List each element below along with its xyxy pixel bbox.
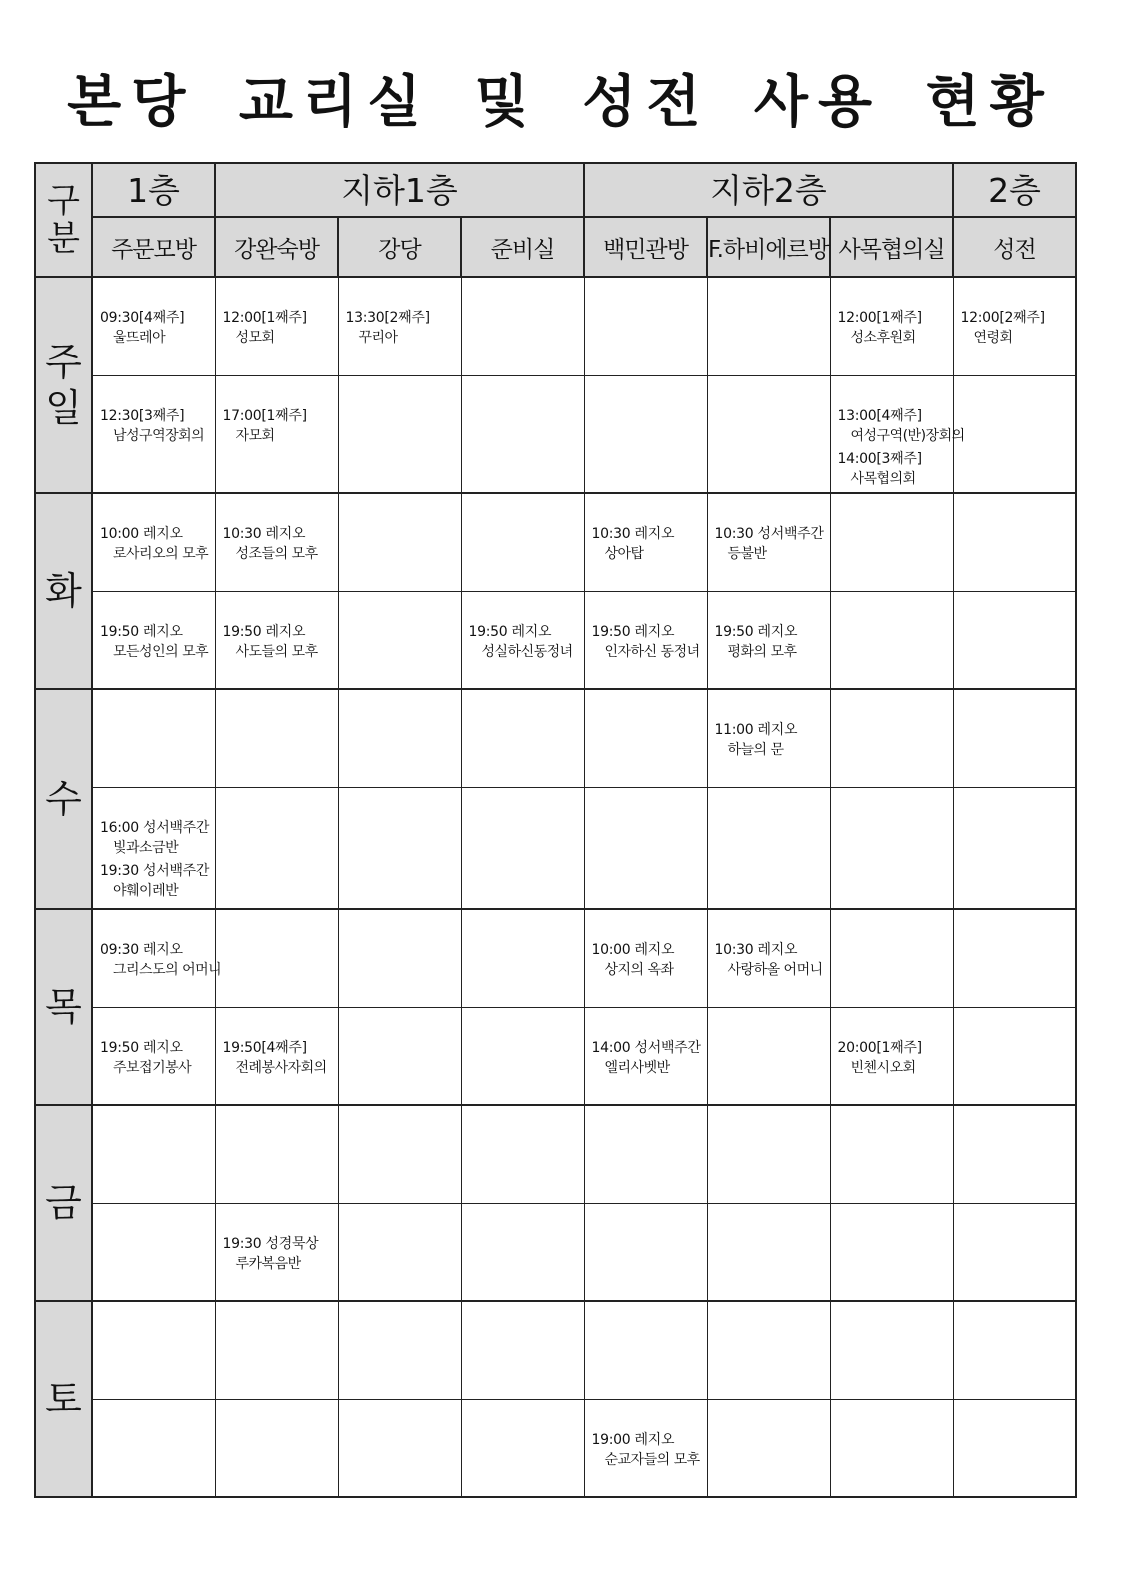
- header-room-row: [35, 217, 1076, 277]
- event-entry: [100, 940, 222, 980]
- event-entry: [100, 818, 215, 858]
- event-time: 12:00[1째주]: [222, 310, 307, 326]
- day-label: 화: [35, 493, 92, 689]
- schedule-row: [35, 1105, 1076, 1203]
- event-group: 주보접기봉사: [113, 1059, 192, 1076]
- event-entry: [592, 622, 707, 662]
- event-group: 울뜨레아: [113, 330, 166, 346]
- schedule-cell: [338, 1007, 461, 1105]
- event-time: 16:00 성서백주간: [100, 819, 210, 836]
- event-entry: [223, 308, 338, 348]
- schedule-cell: [92, 787, 215, 909]
- schedule-cell: [92, 1301, 215, 1399]
- event-time: 10:00 레지오: [591, 942, 675, 958]
- schedule-cell: [461, 1105, 584, 1203]
- schedule-cell: [461, 689, 584, 787]
- day-label: 토: [35, 1301, 92, 1497]
- schedule-cell: [584, 277, 707, 375]
- event-time: 19:50 레지오: [100, 623, 183, 640]
- schedule-row: [35, 689, 1076, 787]
- schedule-cell: [584, 787, 707, 909]
- schedule-cell: [92, 277, 215, 375]
- schedule-cell: [584, 591, 707, 689]
- schedule-row: [35, 1203, 1076, 1301]
- schedule-cell: [215, 909, 338, 1007]
- event-group: 그리스도의 어머니: [113, 962, 222, 978]
- event-entry: [837, 406, 965, 446]
- event-entry: [838, 1038, 953, 1078]
- room-header: 주문모방: [92, 217, 215, 277]
- event-group: 연령회: [973, 330, 1013, 346]
- schedule-cell: [707, 375, 830, 493]
- event-group: 평화의 모후: [727, 643, 797, 660]
- schedule-cell: [830, 277, 953, 375]
- schedule-cell: [953, 1105, 1076, 1203]
- event-time: 19:50 레지오: [222, 623, 306, 640]
- schedule-cell: [830, 1105, 953, 1203]
- schedule-cell: [215, 591, 338, 689]
- gubun-header: 구 분: [35, 163, 92, 277]
- schedule-cell: [584, 1399, 707, 1497]
- schedule-cell: [707, 277, 830, 375]
- schedule-cell: [215, 375, 338, 493]
- event-entry: [592, 1430, 707, 1470]
- schedule-cell: [461, 375, 584, 493]
- event-group: 상지의 옥좌: [604, 962, 674, 978]
- event-group: 성조들의 모후: [235, 546, 318, 562]
- schedule-cell: [338, 787, 461, 909]
- schedule-cell: [707, 909, 830, 1007]
- room-header: 준비실: [461, 217, 584, 277]
- schedule-cell: [461, 1203, 584, 1301]
- room-header: 성전: [953, 217, 1076, 277]
- schedule-cell: [461, 1007, 584, 1105]
- schedule-cell: [215, 689, 338, 787]
- schedule-cell: [953, 277, 1076, 375]
- schedule-cell: [338, 375, 461, 493]
- event-time: 10:30 레지오: [591, 526, 675, 542]
- event-group: 빈첸시오회: [850, 1059, 916, 1076]
- event-group: 모든성인의 모후: [113, 643, 209, 660]
- event-time: 14:00[3째주]: [837, 450, 922, 467]
- event-entry: [223, 1038, 338, 1078]
- schedule-cell: [461, 493, 584, 591]
- event-time: 19:50 레지오: [100, 1039, 183, 1056]
- event-entry: [469, 622, 584, 662]
- schedule-row: [35, 1007, 1076, 1105]
- event-entry: [838, 308, 953, 348]
- event-time: 14:00 성서백주간: [591, 1039, 701, 1056]
- floor-header: 지하1층: [215, 163, 584, 217]
- event-entry: [223, 1234, 338, 1274]
- event-group: 엘리사벳반: [604, 1059, 670, 1076]
- day-label: 주 일: [35, 277, 92, 493]
- schedule-cell: [92, 591, 215, 689]
- room-header: F.하비에르방: [707, 217, 830, 277]
- schedule-cell: [338, 277, 461, 375]
- event-time: 19:50 레지오: [714, 623, 798, 640]
- schedule-cell: [830, 1203, 953, 1301]
- schedule-cell: [707, 787, 830, 909]
- event-group: 빛과소금반: [113, 839, 179, 856]
- floor-header: 1층: [92, 163, 215, 217]
- schedule-cell: [953, 1007, 1076, 1105]
- event-time: 13:30[2째주]: [345, 310, 430, 326]
- event-group: 성실하신동정녀: [481, 643, 573, 660]
- event-group: 사랑하올 어머니: [727, 962, 823, 978]
- schedule-cell: [215, 1105, 338, 1203]
- event-group: 성소후원회: [850, 330, 916, 346]
- schedule-cell: [584, 375, 707, 493]
- schedule-row: [35, 375, 1076, 493]
- schedule-cell: [461, 1301, 584, 1399]
- event-entry: [100, 308, 215, 348]
- event-time: 19:30 성서백주간: [100, 862, 210, 879]
- schedule-cell: [338, 909, 461, 1007]
- schedule-cell: [338, 493, 461, 591]
- schedule-cell: [953, 909, 1076, 1007]
- schedule-row: [35, 277, 1076, 375]
- schedule-cell: [584, 909, 707, 1007]
- schedule-row: [35, 1301, 1076, 1399]
- room-header: 사목협의실: [830, 217, 953, 277]
- room-header: 강당: [338, 217, 461, 277]
- event-group: 야훼이레반: [113, 882, 179, 899]
- event-time: 12:30[3째주]: [100, 407, 185, 424]
- event-time: 10:00 레지오: [100, 526, 183, 542]
- schedule-cell: [92, 1105, 215, 1203]
- event-time: 09:30 레지오: [100, 942, 183, 958]
- schedule-cell: [953, 1203, 1076, 1301]
- schedule-cell: [953, 493, 1076, 591]
- schedule-cell: [707, 1399, 830, 1497]
- event-group: 성모회: [235, 330, 275, 346]
- header-floor-row: [35, 163, 1076, 217]
- schedule-cell: [953, 375, 1076, 493]
- schedule-row: [35, 591, 1076, 689]
- event-group: 사목협의회: [850, 470, 916, 487]
- schedule-cell: [215, 1399, 338, 1497]
- schedule-cell: [584, 1105, 707, 1203]
- schedule-cell: [461, 277, 584, 375]
- schedule-cell: [215, 1007, 338, 1105]
- event-group: 사도들의 모후: [235, 643, 318, 660]
- day-label: 금: [35, 1105, 92, 1301]
- event-entry: [100, 861, 215, 901]
- event-time: 10:30 성서백주간: [714, 526, 824, 542]
- event-entry: [223, 406, 338, 446]
- room-header: 백민관방: [584, 217, 707, 277]
- schedule-cell: [461, 591, 584, 689]
- schedule-cell: [338, 1399, 461, 1497]
- event-time: 19:30 성경묵상: [222, 1235, 319, 1252]
- floor-header: 지하2층: [584, 163, 953, 217]
- schedule-cell: [830, 689, 953, 787]
- event-group: 꾸리아: [358, 330, 398, 346]
- schedule-cell: [830, 493, 953, 591]
- schedule-cell: [338, 591, 461, 689]
- event-time: 12:00[2째주]: [960, 310, 1045, 326]
- event-time: 19:00 레지오: [591, 1431, 675, 1448]
- schedule-cell: [707, 1007, 830, 1105]
- schedule-row: [35, 493, 1076, 591]
- event-entry: [100, 524, 215, 564]
- schedule-cell: [92, 375, 215, 493]
- floor-header: 2층: [953, 163, 1076, 217]
- schedule-cell: [461, 1399, 584, 1497]
- schedule-cell: [830, 375, 965, 493]
- schedule-cell: [830, 1007, 953, 1105]
- event-time: 19:50 레지오: [468, 623, 552, 640]
- event-group: 하늘의 문: [727, 742, 784, 758]
- event-group: 등불반: [727, 546, 767, 562]
- event-entry: [223, 622, 338, 662]
- event-time: 17:00[1째주]: [222, 407, 307, 424]
- event-group: 전례봉사자회의: [235, 1059, 327, 1076]
- event-time: 10:30 레지오: [222, 526, 306, 542]
- event-entry: [592, 524, 707, 564]
- schedule-cell: [215, 1301, 338, 1399]
- schedule-cell: [953, 1399, 1076, 1497]
- schedule-cell: [215, 787, 338, 909]
- schedule-cell: [338, 1301, 461, 1399]
- event-entry: [100, 1038, 215, 1078]
- event-entry: [715, 622, 830, 662]
- schedule-cell: [584, 1301, 707, 1399]
- schedule-cell: [92, 1399, 215, 1497]
- event-time: 10:30 레지오: [714, 942, 798, 958]
- event-entry: [346, 308, 461, 348]
- day-label: 수: [35, 689, 92, 909]
- schedule-cell: [92, 1203, 215, 1301]
- event-entry: [715, 940, 830, 980]
- event-group: 인자하신 동정녀: [604, 643, 700, 660]
- schedule-cell: [584, 1007, 707, 1105]
- schedule-cell: [953, 591, 1076, 689]
- schedule-cell: [953, 1301, 1076, 1399]
- schedule-cell: [338, 1203, 461, 1301]
- event-time: 19:50 레지오: [591, 623, 675, 640]
- event-group: 상아탑: [604, 546, 644, 562]
- schedule-cell: [707, 689, 830, 787]
- event-entry: [592, 940, 707, 980]
- event-group: 루카복음반: [235, 1255, 301, 1272]
- day-label: 목: [35, 909, 92, 1105]
- event-time: 20:00[1째주]: [837, 1039, 922, 1056]
- schedule-row: [35, 787, 1076, 909]
- event-time: 19:50[4째주]: [222, 1039, 307, 1056]
- schedule-cell: [707, 1301, 830, 1399]
- event-group: 남성구역장회의: [113, 427, 205, 444]
- schedule-cell: [461, 787, 584, 909]
- schedule-cell: [707, 1203, 830, 1301]
- schedule-cell: [215, 1203, 338, 1301]
- event-entry: [592, 1038, 707, 1078]
- event-time: 11:00 레지오: [714, 722, 798, 738]
- event-entry: [100, 622, 215, 662]
- schedule-cell: [215, 277, 338, 375]
- schedule-table: [34, 162, 1077, 1498]
- event-entry: [100, 406, 215, 446]
- schedule-cell: [584, 493, 707, 591]
- event-time: 13:00[4째주]: [837, 407, 922, 424]
- schedule-cell: [338, 689, 461, 787]
- schedule-cell: [92, 909, 222, 1007]
- schedule-cell: [707, 1105, 830, 1203]
- schedule-cell: [830, 909, 953, 1007]
- schedule-cell: [92, 493, 215, 591]
- schedule-cell: [707, 591, 830, 689]
- schedule-cell: [461, 909, 584, 1007]
- event-entry: [715, 524, 830, 564]
- event-group: 여성구역(반)장회의: [850, 427, 965, 444]
- schedule-cell: [953, 689, 1076, 787]
- event-entry: [961, 308, 1076, 348]
- page-title: 본당 교리실 및 성전 사용 현황: [67, 70, 1054, 135]
- schedule-cell: [830, 1301, 953, 1399]
- event-group: 자모회: [235, 427, 275, 444]
- schedule-row: [35, 909, 1076, 1007]
- event-entry: [223, 524, 338, 564]
- event-entry: [838, 449, 953, 489]
- schedule-row: [35, 1399, 1076, 1497]
- schedule-cell: [215, 493, 338, 591]
- schedule-cell: [830, 591, 953, 689]
- event-group: 순교자들의 모후: [604, 1451, 700, 1468]
- room-header: 강완숙방: [215, 217, 338, 277]
- schedule-cell: [953, 787, 1076, 909]
- schedule-cell: [830, 1399, 953, 1497]
- schedule-cell: [584, 689, 707, 787]
- schedule-cell: [92, 689, 215, 787]
- schedule-cell: [584, 1203, 707, 1301]
- schedule-cell: [92, 1007, 215, 1105]
- event-group: 로사리오의 모후: [113, 546, 209, 562]
- schedule-cell: [707, 493, 830, 591]
- event-time: 12:00[1째주]: [837, 310, 922, 326]
- event-entry: [715, 720, 830, 760]
- schedule-cell: [338, 1105, 461, 1203]
- schedule-cell: [830, 787, 953, 909]
- event-time: 09:30[4째주]: [100, 310, 185, 326]
